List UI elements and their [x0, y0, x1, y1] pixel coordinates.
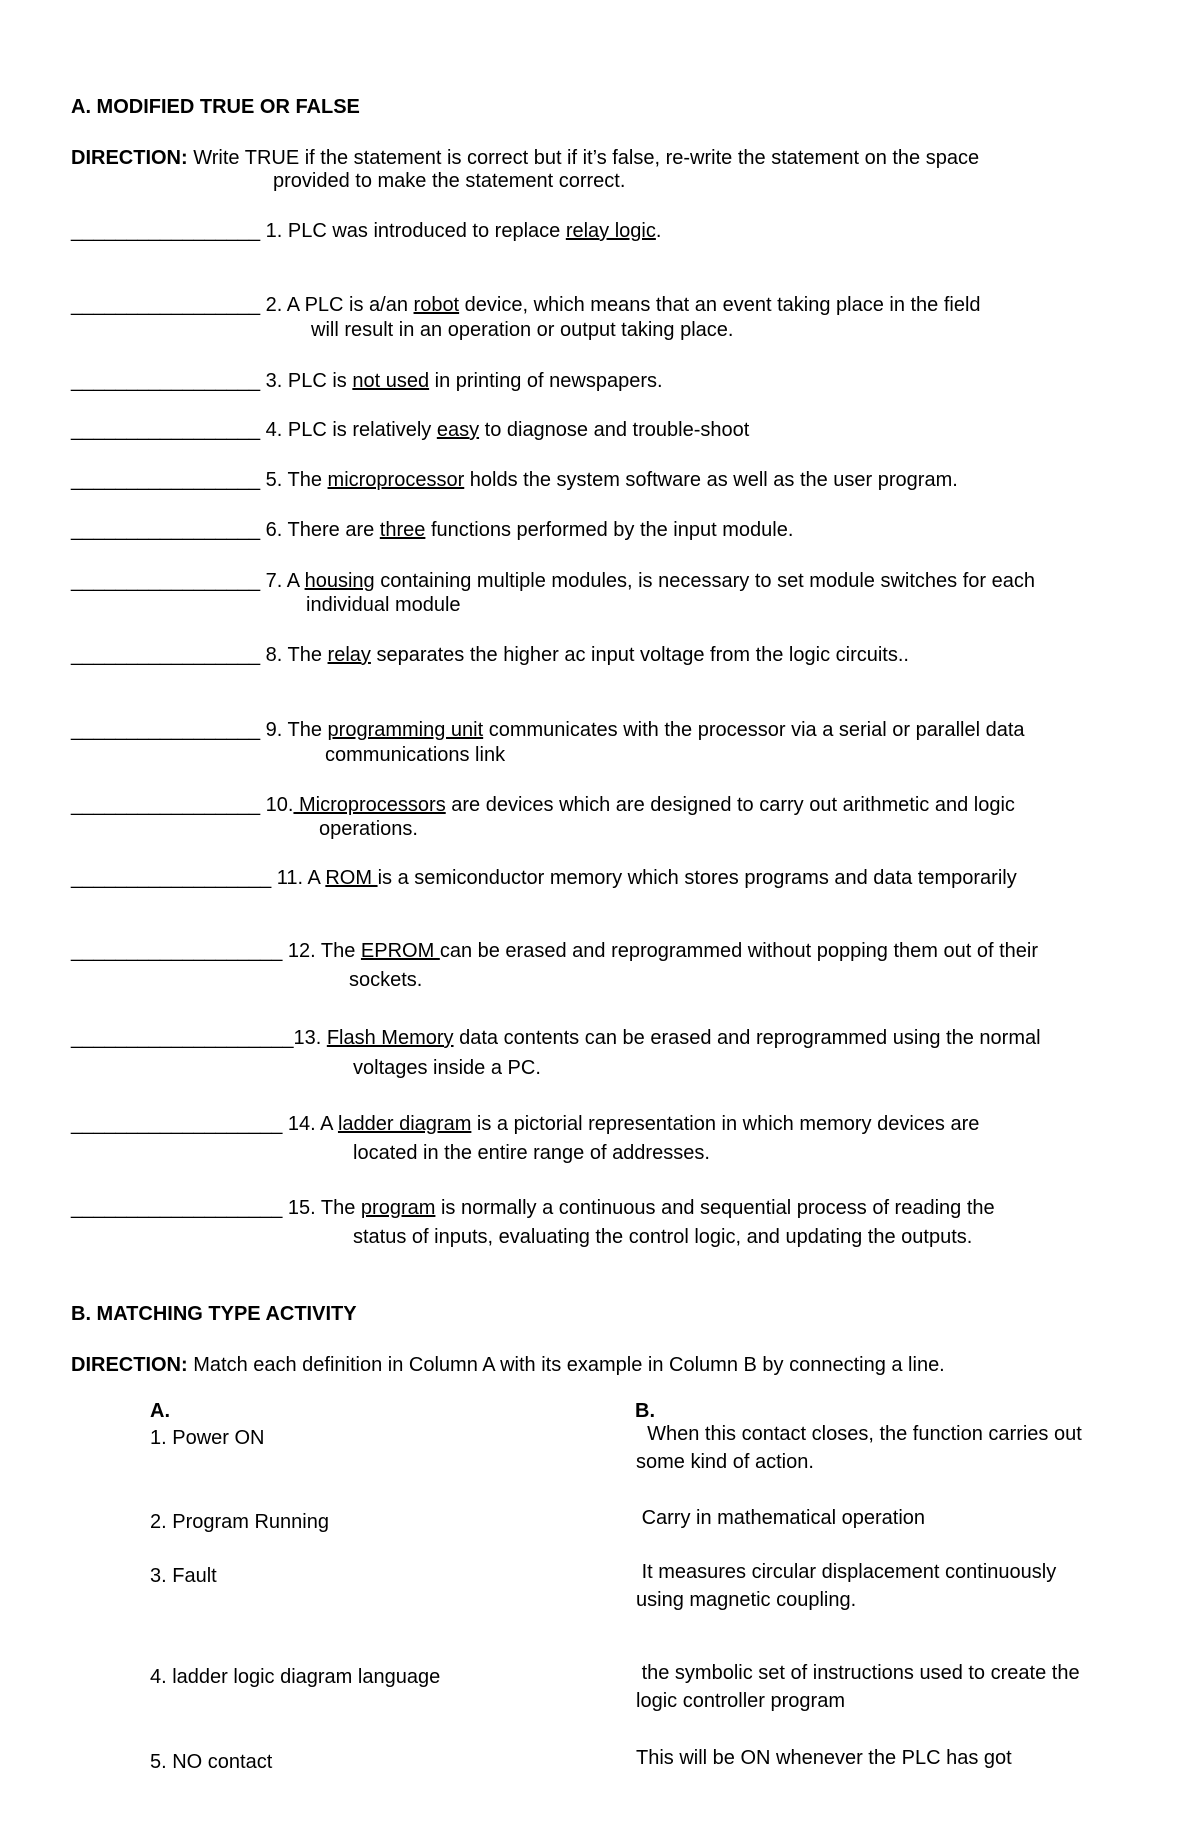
column-a-header: A.: [150, 1400, 170, 1422]
tf-item-9: [71, 719, 1025, 742]
tf-item-2: [71, 294, 981, 317]
underlined-term: EPROM: [360, 940, 440, 962]
statement-text: communicates with the processor via a serial or parallel data: [483, 719, 1025, 741]
underlined-term: housing: [304, 570, 375, 592]
statement-text: 5. The: [260, 469, 328, 491]
column-b-item[interactable]: When this contact closes, the function carries out some kind of action.: [636, 1423, 1088, 1473]
underlined-term: program: [360, 1197, 436, 1219]
statement-text: 10.: [260, 794, 294, 816]
statement-text: .: [655, 220, 662, 242]
column-a-item[interactable]: 2. Program Running: [150, 1511, 329, 1533]
tf-item-15: [71, 1197, 995, 1220]
statement-text: can be erased and reprogrammed without popping them out of their: [439, 940, 1038, 962]
direction-text: Match each definition in Column A with its example in Column B by connecting a line.: [187, 1354, 945, 1376]
answer-blank[interactable]: _________________: [71, 294, 261, 316]
tf-item-9-continuation: communications link: [325, 744, 506, 766]
statement-text: 14. A: [282, 1113, 338, 1135]
statement-text: 15. The: [282, 1197, 361, 1219]
statement-text: 4. PLC is relatively: [260, 419, 437, 441]
statement-text: data contents can be erased and reprogrammed using the normal: [453, 1027, 1041, 1049]
statement-text: 13.: [293, 1027, 327, 1049]
underlined-term: robot: [413, 294, 460, 316]
answer-blank[interactable]: _________________: [71, 570, 261, 592]
statement-text: is a semiconductor memory which stores programs and data temporarily: [377, 867, 1017, 889]
tf-item-15-continuation: status of inputs, evaluating the control logic, and updating the outputs.: [353, 1226, 973, 1248]
statement-text: 12. The: [282, 940, 361, 962]
tf-item-12: [71, 940, 1038, 963]
column-a-item[interactable]: 1. Power ON: [150, 1427, 265, 1449]
underlined-term: three: [379, 519, 426, 541]
answer-blank[interactable]: _________________: [71, 370, 261, 392]
tf-item-7: [71, 570, 1035, 593]
underlined-term: microprocessor: [327, 469, 465, 491]
section-a-direction: [71, 146, 979, 170]
statement-text: holds the system software as well as the user program.: [464, 469, 958, 491]
underlined-term: not used: [352, 370, 430, 392]
column-a-item[interactable]: 5. NO contact: [150, 1751, 273, 1773]
tf-item-14: [71, 1113, 979, 1136]
statement-text: 11. A: [271, 867, 326, 889]
statement-text: 2. A PLC is a/an: [260, 294, 414, 316]
tf-item-4: [71, 419, 749, 442]
underlined-term: ladder diagram: [337, 1113, 472, 1135]
tf-item-12-continuation: sockets.: [349, 969, 423, 991]
tf-item-7-continuation: individual module: [306, 594, 461, 616]
statement-text: 3. PLC is: [260, 370, 353, 392]
direction-label: DIRECTION:: [71, 147, 188, 169]
statement-text: are devices which are designed to carry out arithmetic and logic: [445, 794, 1015, 816]
tf-item-11: [71, 867, 1017, 890]
tf-item-1: [71, 220, 661, 243]
underlined-term: relay: [327, 644, 371, 666]
statement-text: 8. The: [260, 644, 328, 666]
statement-text: in printing of newspapers.: [429, 370, 663, 392]
answer-blank[interactable]: _________________: [71, 719, 261, 741]
tf-item-5: [71, 469, 958, 492]
column-b-item[interactable]: Carry in mathematical operation: [636, 1507, 926, 1529]
answer-blank[interactable]: _________________: [71, 469, 261, 491]
underlined-term: ROM: [325, 867, 378, 889]
underlined-term: Flash Memory: [326, 1027, 454, 1049]
statement-text: containing multiple modules, is necessary to set module switches for each: [374, 570, 1035, 592]
answer-blank[interactable]: ___________________: [71, 1197, 283, 1219]
answer-blank[interactable]: _________________: [71, 220, 261, 242]
tf-item-10: [71, 794, 1015, 817]
statement-text: 1. PLC was introduced to replace: [260, 220, 566, 242]
answer-blank[interactable]: _________________: [71, 794, 261, 816]
answer-blank[interactable]: ___________________: [71, 940, 283, 962]
statement-text: 6. There are: [260, 519, 380, 541]
tf-item-6: [71, 519, 793, 542]
section-b-title: B. MATCHING TYPE ACTIVITY: [71, 1303, 357, 1325]
statement-text: 9. The: [260, 719, 328, 741]
statement-text: is normally a continuous and sequential process of reading the: [435, 1197, 995, 1219]
statement-text: functions performed by the input module.: [425, 519, 794, 541]
column-b-item[interactable]: the symbolic set of instructions used to create the logic controller program: [636, 1662, 1086, 1712]
statement-text: device, which means that an event taking place in the field: [459, 294, 981, 316]
column-b-item[interactable]: This will be ON whenever the PLC has got: [636, 1747, 1012, 1769]
answer-blank[interactable]: _________________: [71, 519, 261, 541]
answer-blank[interactable]: __________________: [71, 867, 272, 889]
tf-item-2-continuation: will result in an operation or output taking place.: [311, 319, 734, 341]
tf-item-8: [71, 644, 909, 667]
section-b-direction: [71, 1353, 945, 1377]
direction-label: DIRECTION:: [71, 1354, 188, 1376]
column-a-item[interactable]: 4. ladder logic diagram language: [150, 1666, 441, 1688]
direction-text: Write TRUE if the statement is correct but if it’s false, re-write the statement on the space: [187, 147, 980, 169]
column-a-item[interactable]: 3. Fault: [150, 1565, 217, 1587]
column-b-item[interactable]: It measures circular displacement continuously using magnetic coupling.: [636, 1561, 1062, 1611]
answer-blank[interactable]: _________________: [71, 419, 261, 441]
tf-item-14-continuation: located in the entire range of addresses.: [353, 1142, 710, 1164]
answer-blank[interactable]: ____________________: [71, 1027, 294, 1049]
statement-text: to diagnose and trouble-shoot: [479, 419, 750, 441]
answer-blank[interactable]: _________________: [71, 644, 261, 666]
answer-blank[interactable]: ___________________: [71, 1113, 283, 1135]
underlined-term: easy: [436, 419, 480, 441]
underlined-term: programming unit: [327, 719, 484, 741]
tf-item-10-continuation: operations.: [319, 818, 418, 840]
section-a-direction-cont: provided to make the statement correct.: [273, 170, 626, 192]
column-b-header: B.: [635, 1400, 655, 1422]
underlined-term: relay logic: [565, 220, 656, 242]
tf-item-13-continuation: voltages inside a PC.: [353, 1057, 541, 1079]
tf-item-13: [71, 1027, 1041, 1050]
section-a-title: A. MODIFIED TRUE OR FALSE: [71, 96, 360, 118]
statement-text: 7. A: [260, 570, 305, 592]
tf-item-3: [71, 370, 663, 393]
statement-text: is a pictorial representation in which memory devices are: [471, 1113, 980, 1135]
statement-text: separates the higher ac input voltage from the logic circuits..: [370, 644, 909, 666]
underlined-term: Microprocessors: [293, 794, 446, 816]
